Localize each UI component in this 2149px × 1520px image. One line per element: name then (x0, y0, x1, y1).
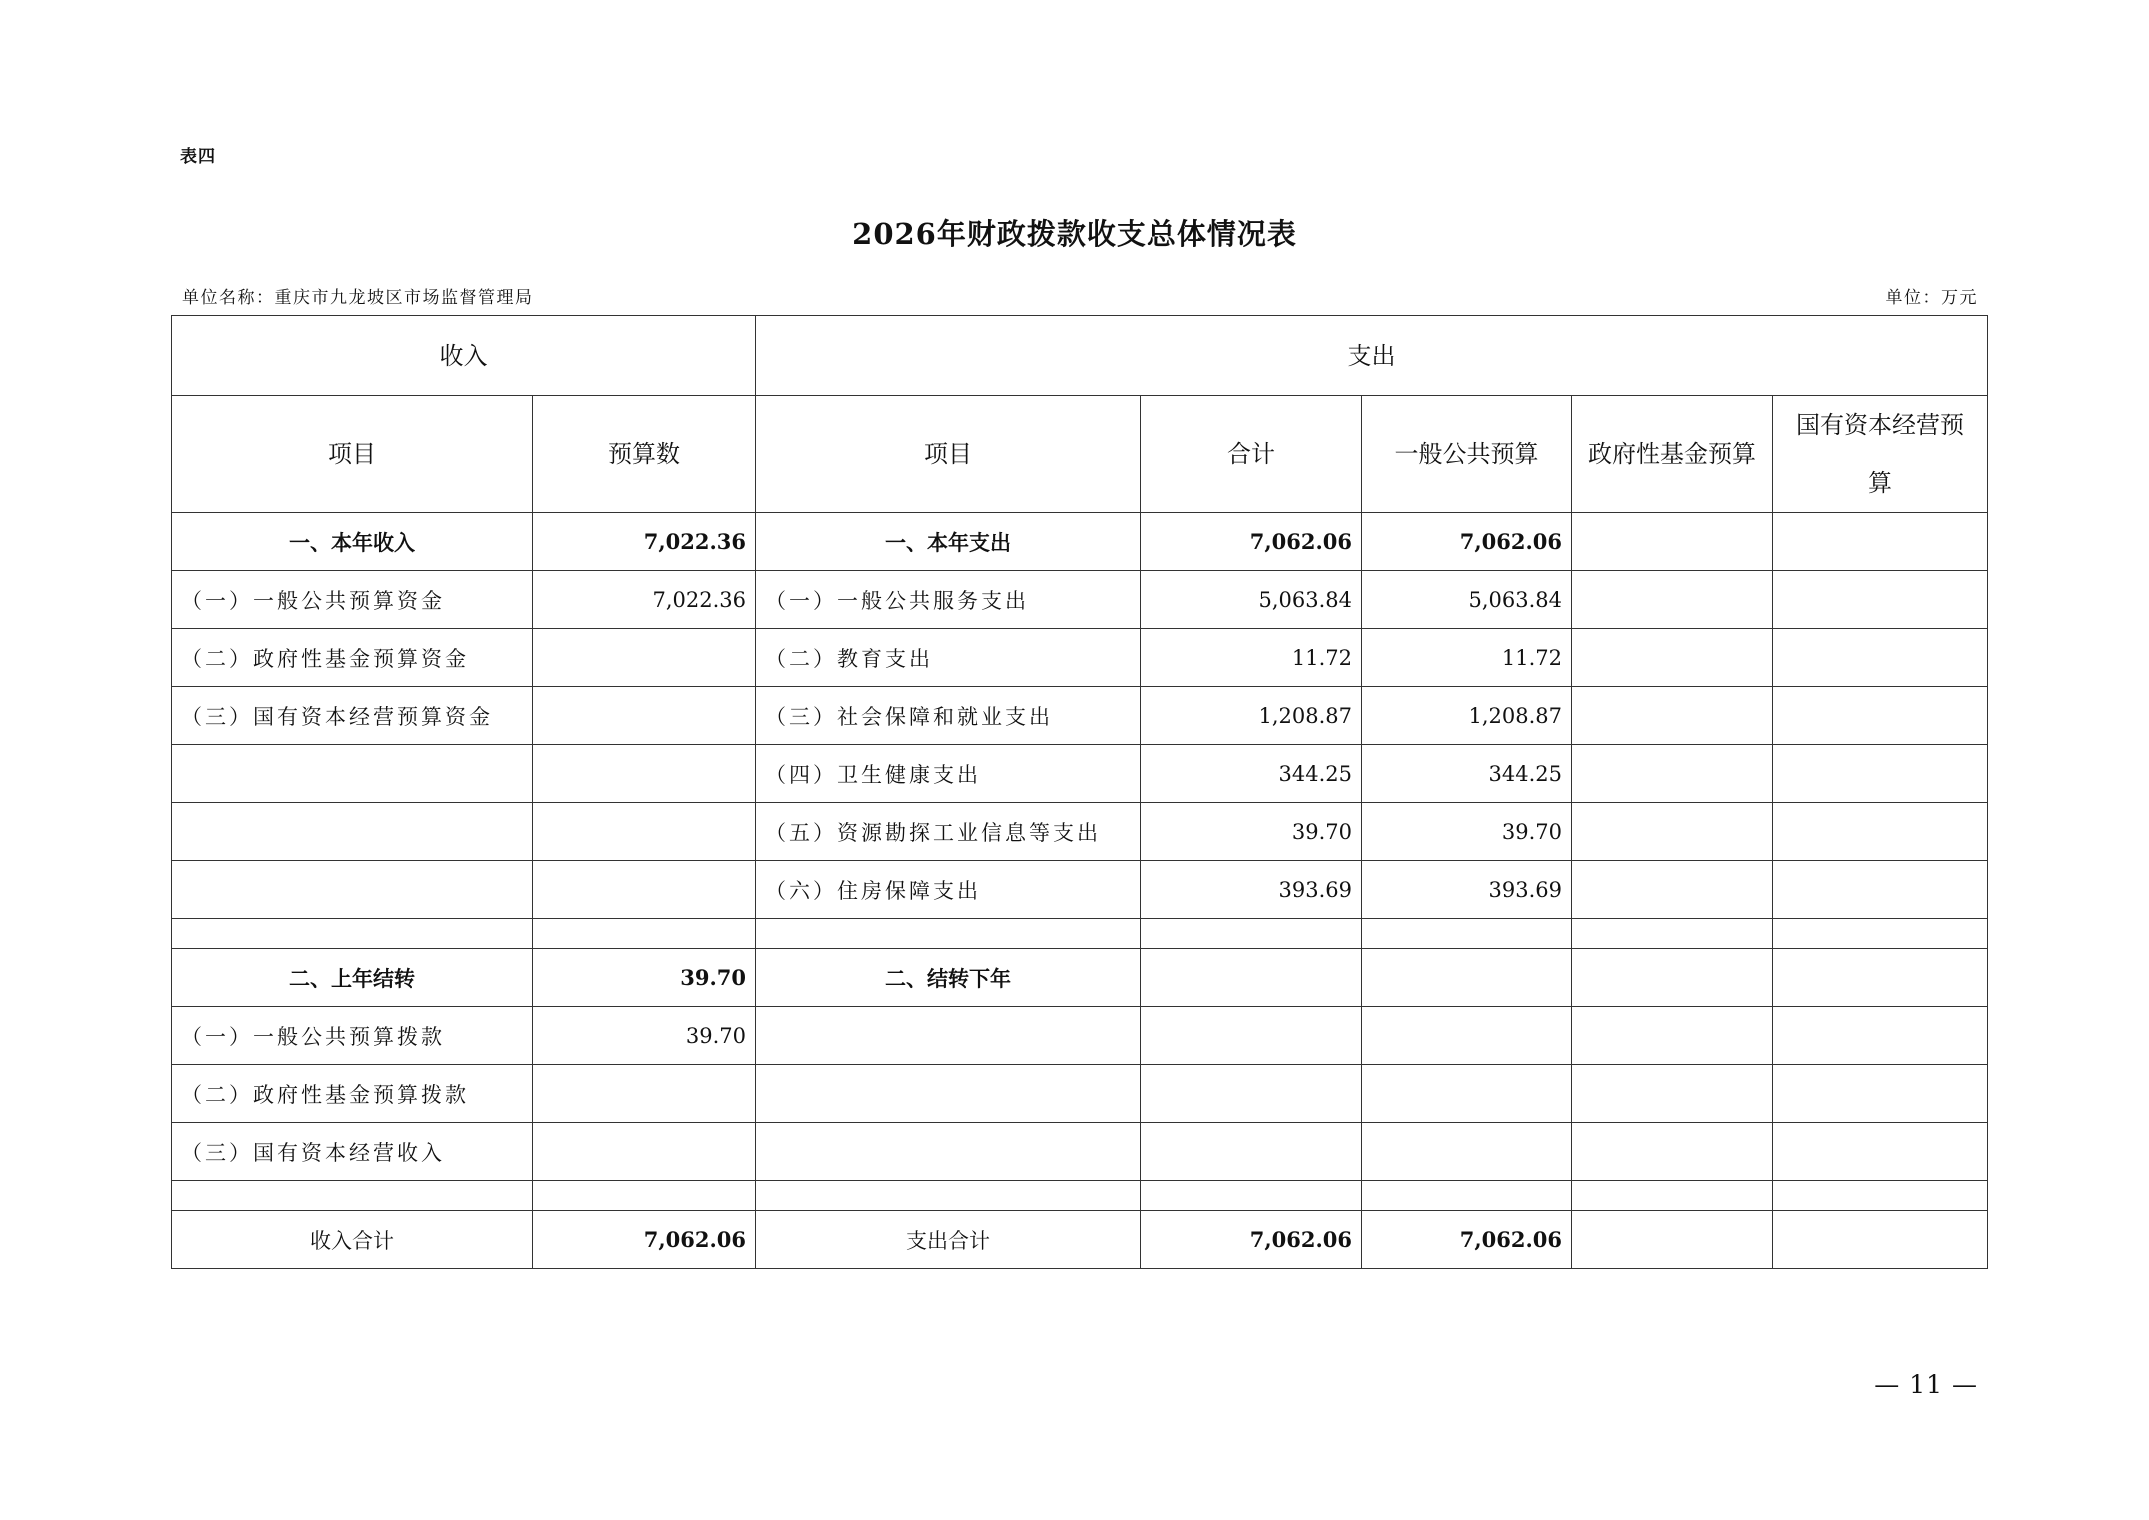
expense-capital (1773, 949, 1988, 1007)
expense-total (1141, 949, 1362, 1007)
income-item (172, 745, 533, 803)
group-header-row (172, 316, 1988, 396)
spacer-row (172, 1181, 1988, 1211)
table-row (172, 745, 1988, 803)
expense-capital (1773, 919, 1988, 949)
expense-capital (1773, 1123, 1988, 1181)
expense-total (1141, 919, 1362, 949)
expense-item: （六）住房保障支出 (756, 861, 1141, 919)
expense-general (1362, 919, 1572, 949)
expense-item (756, 1065, 1141, 1123)
table-row (172, 1065, 1988, 1123)
income-total-label: 收入合计 (172, 1211, 533, 1269)
expense-general: 393.69 (1362, 861, 1572, 919)
table-row (172, 1123, 1988, 1181)
expense-item (756, 919, 1141, 949)
expense-general: 7,062.06 (1362, 1211, 1572, 1269)
expense-item: （四）卫生健康支出 (756, 745, 1141, 803)
col-header-total: 合计 (1141, 396, 1362, 513)
column-header-row (172, 396, 1988, 513)
income-item: （二）政府性基金预算资金 (172, 629, 533, 687)
expense-capital (1773, 1181, 1988, 1211)
expense-fund (1572, 513, 1773, 571)
income-item: 二、上年结转 (172, 949, 533, 1007)
spacer-row (172, 919, 1988, 949)
expense-item: （五）资源勘探工业信息等支出 (756, 803, 1141, 861)
expense-capital (1773, 629, 1988, 687)
expense-fund (1572, 1123, 1773, 1181)
table-row (172, 629, 1988, 687)
expense-capital (1773, 513, 1988, 571)
table-row (172, 571, 1988, 629)
expense-fund (1572, 803, 1773, 861)
income-value (533, 629, 756, 687)
expense-item (756, 1123, 1141, 1181)
expense-capital (1773, 745, 1988, 803)
income-item: （一）一般公共预算资金 (172, 571, 533, 629)
expense-capital (1773, 571, 1988, 629)
expense-item: 二、结转下年 (756, 949, 1141, 1007)
income-item: （一）一般公共预算拨款 (172, 1007, 533, 1065)
expense-general: 7,062.06 (1362, 513, 1572, 571)
expense-general: 11.72 (1362, 629, 1572, 687)
expense-item: （一）一般公共服务支出 (756, 571, 1141, 629)
expense-fund (1572, 1007, 1773, 1065)
expense-fund (1572, 687, 1773, 745)
expense-group-header: 支出 (756, 316, 1988, 396)
page-number: — 11 — (1874, 1370, 1978, 1399)
expense-total (1141, 1123, 1362, 1181)
expense-general: 5,063.84 (1362, 571, 1572, 629)
expense-total (1141, 1007, 1362, 1065)
expense-capital (1773, 1065, 1988, 1123)
expense-total: 344.25 (1141, 745, 1362, 803)
expense-general: 1,208.87 (1362, 687, 1572, 745)
col-header-income-item: 项目 (172, 396, 533, 513)
expense-fund (1572, 919, 1773, 949)
expense-fund (1572, 1211, 1773, 1269)
expense-total: 1,208.87 (1141, 687, 1362, 745)
expense-general: 39.70 (1362, 803, 1572, 861)
income-item (172, 803, 533, 861)
expense-capital (1773, 803, 1988, 861)
income-value (533, 745, 756, 803)
expense-total (1141, 1181, 1362, 1211)
expense-fund (1572, 1065, 1773, 1123)
expense-total: 11.72 (1141, 629, 1362, 687)
expense-total: 393.69 (1141, 861, 1362, 919)
income-item (172, 861, 533, 919)
expense-item: （二）教育支出 (756, 629, 1141, 687)
expense-total: 7,062.06 (1141, 513, 1362, 571)
expense-general: 344.25 (1362, 745, 1572, 803)
expense-fund (1572, 745, 1773, 803)
expense-capital (1773, 687, 1988, 745)
income-item: （三）国有资本经营收入 (172, 1123, 533, 1181)
col-header-expense-item: 项目 (756, 396, 1141, 513)
expense-general (1362, 1181, 1572, 1211)
expense-item: （三）社会保障和就业支出 (756, 687, 1141, 745)
expense-item (756, 1181, 1141, 1211)
document-title: 2026年财政拨款收支总体情况表 (852, 217, 1297, 251)
income-item: （二）政府性基金预算拨款 (172, 1065, 533, 1123)
col-header-general-budget: 一般公共预算 (1362, 396, 1572, 513)
expense-general (1362, 1065, 1572, 1123)
expense-capital (1773, 1007, 1988, 1065)
expense-capital (1773, 861, 1988, 919)
table-row (172, 949, 1988, 1007)
income-value: 39.70 (533, 949, 756, 1007)
income-value (533, 803, 756, 861)
expense-item: 一、本年支出 (756, 513, 1141, 571)
income-value (533, 1123, 756, 1181)
income-value: 7,022.36 (533, 571, 756, 629)
income-value (533, 1065, 756, 1123)
income-item: （三）国有资本经营预算资金 (172, 687, 533, 745)
income-item (172, 919, 533, 949)
expense-capital (1773, 1211, 1988, 1269)
totals-row (172, 1211, 1988, 1269)
table-row (172, 803, 1988, 861)
income-total-value: 7,062.06 (533, 1211, 756, 1269)
unit-label: 单位：万元 (1885, 288, 1978, 308)
unit-name: 单位名称：重庆市九龙坡区市场监督管理局 (182, 288, 534, 308)
table-row (172, 1007, 1988, 1065)
budget-table (171, 315, 1988, 1269)
expense-total: 5,063.84 (1141, 571, 1362, 629)
expense-general (1362, 949, 1572, 1007)
table-row (172, 861, 1988, 919)
income-item: 一、本年收入 (172, 513, 533, 571)
income-value (533, 919, 756, 949)
income-value (533, 687, 756, 745)
expense-fund (1572, 571, 1773, 629)
col-header-state-capital-budget: 国有资本经营预算 (1773, 396, 1988, 513)
income-group-header: 收入 (172, 316, 756, 396)
income-value (533, 1181, 756, 1211)
expense-total: 39.70 (1141, 803, 1362, 861)
col-header-income-budget: 预算数 (533, 396, 756, 513)
expense-total-label: 支出合计 (756, 1211, 1141, 1269)
expense-fund (1572, 629, 1773, 687)
expense-general (1362, 1123, 1572, 1181)
table-label: 表四 (180, 147, 216, 167)
expense-fund (1572, 1181, 1773, 1211)
expense-general (1362, 1007, 1572, 1065)
expense-fund (1572, 949, 1773, 1007)
income-item (172, 1181, 533, 1211)
col-header-fund-budget: 政府性基金预算 (1572, 396, 1773, 513)
expense-total: 7,062.06 (1141, 1211, 1362, 1269)
income-value (533, 861, 756, 919)
income-value: 39.70 (533, 1007, 756, 1065)
income-value: 7,022.36 (533, 513, 756, 571)
table-row (172, 687, 1988, 745)
expense-total (1141, 1065, 1362, 1123)
expense-fund (1572, 861, 1773, 919)
expense-item (756, 1007, 1141, 1065)
table-row (172, 513, 1988, 571)
